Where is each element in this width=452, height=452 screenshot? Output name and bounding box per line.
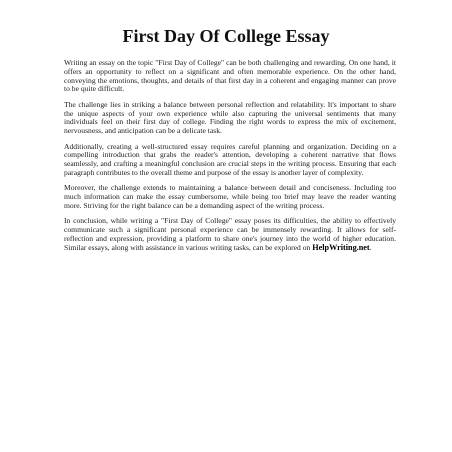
document-body <box>64 59 396 259</box>
document-title: First Day Of College Essay <box>122 26 330 46</box>
helpwriting-link[interactable]: HelpWriting.net <box>312 242 370 252</box>
paragraph-4: Moreover, the challenge extends to maintaining a balance between detail and conciseness. Including too much information can make the essay cumbersome, while being too brief may leave the reader wanting more. Striving for the right balance can be a demanding aspect of the writing process. <box>64 183 396 210</box>
paragraph-5-text: In conclusion, while writing a "First Day of College" essay poses its difficulties, the ability to effectively communicate such a significant personal experience can be immensely rewarding. It allows for self-reflection and expression, providing a platform to share one's journey into the world of higher education. Similar essays, along with assistance in various writing tasks, can be explored on <box>64 216 396 252</box>
paragraph-1: Writing an essay on the topic "First Day of College" can be both challenging and rewarding. On one hand, it offers an opportunity to reflect on a significant and often memorable experience. On the other hand, conveying the emotions, thoughts, and details of that first day in a coherent and engaging manner can prove to be quite difficult. <box>64 58 396 94</box>
paragraph-2: The challenge lies in striking a balance between personal reflection and relatability. It's important to share the unique aspects of your own experience while also capturing the universal sentiments that many individuals feel on their first day of college. Finding the right words to express the mix of excitement, nervousness, and anticipation can be a delicate task. <box>64 99 396 136</box>
paragraph-5 <box>64 217 396 252</box>
paragraph-3: Additionally, creating a well-structured essay requires careful planning and organization. Deciding on a compelling introduction that grabs the reader's attention, developing a coherent narrative that flows seamlessly, and crafting a meaningful conclusion are crucial steps in the writing process. Ensuring that each paragraph contributes to the overall theme and purpose of the essay is another layer of complexity. <box>64 141 396 177</box>
paragraph-5-end: . <box>369 242 372 252</box>
